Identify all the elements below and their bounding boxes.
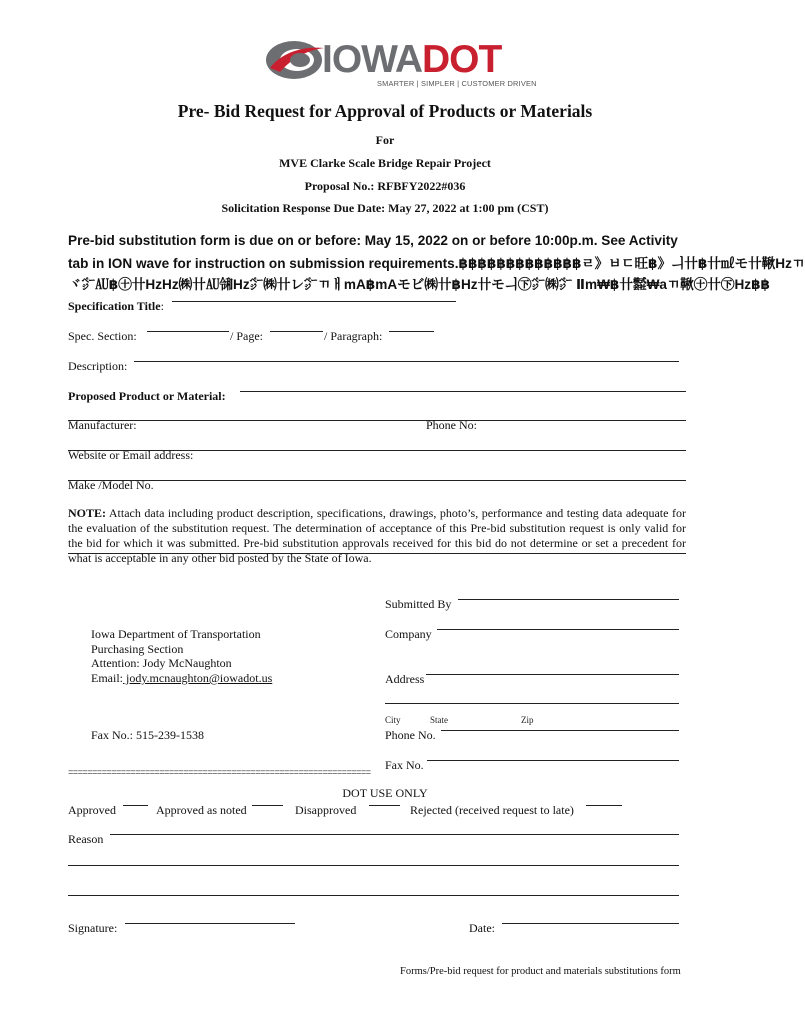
note-paragraph [68, 506, 686, 566]
disapproved-field[interactable] [369, 805, 400, 806]
submitter-phone-field[interactable] [441, 730, 679, 731]
contact-section: Purchasing Section [91, 642, 184, 656]
approved-field[interactable] [123, 805, 148, 806]
logo-dot-text: DOT [422, 38, 502, 81]
contact-email-link[interactable]: jody.mcnaughton@iowadot.us [123, 671, 273, 685]
proposal-number: Proposal No.: RFBFY2022#036 [304, 179, 466, 193]
notice-line-1: Pre-bid substitution form is due on or before: May 15, 2022 on or before 10:00p.m. See Activity [68, 233, 678, 248]
address-field[interactable] [426, 674, 679, 675]
paragraph-field[interactable] [389, 331, 434, 332]
page-title: Pre- Bid Request for Approval of Products or Materials [177, 101, 593, 121]
project-name: MVE Clarke Scale Bridge Repair Project [279, 156, 491, 170]
phone-label: Phone No: [426, 418, 477, 432]
submitter-fax-label: Fax No. [385, 758, 424, 772]
approved-noted-label: Approved as noted [156, 803, 247, 817]
contact-attention: Attention: Jody McNaughton [91, 656, 232, 670]
submitted-by-label: Submitted By [385, 597, 452, 611]
notice-line-2 [68, 252, 805, 272]
spec-title-label-text: Specification Title [68, 299, 161, 313]
notice-line-2-text: tab in ION wave for instruction on submission requirements. [68, 256, 459, 271]
notice-line-3: ヾ㌻㍳฿㊉卄HzHz㈱卄㍳㋿Hz㌻㈱卄レ㌻ㄲㅐmA฿mAモビ㈱卄฿Hz卄モㅢ㊦㌻㈱㌻ Ⅱm₩฿卄㍿₩aㄲ鞦㊉卄㊦Hz฿฿ [68, 277, 771, 292]
spec-title-label [68, 299, 164, 314]
address-line-2-field[interactable] [385, 703, 679, 704]
reason-line-2[interactable] [68, 865, 679, 866]
logo-wordmark [322, 38, 501, 82]
proposed-label: Proposed Product or Material: [68, 389, 226, 403]
approved-label: Approved [68, 803, 116, 817]
spec-title-field[interactable] [172, 301, 456, 302]
note-label: NOTE: [68, 506, 107, 520]
address-label: Address [385, 672, 425, 686]
spec-title-colon: : [160, 299, 164, 313]
date-label: Date: [469, 921, 495, 935]
contact-email-line [91, 671, 272, 686]
submitter-phone-label: Phone No. [385, 728, 436, 742]
state-label: State [430, 715, 448, 725]
proposed-field[interactable] [240, 391, 686, 392]
rejected-field[interactable] [586, 805, 622, 806]
zip-label: Zip [521, 715, 534, 725]
spec-section-label: Spec. Section: [68, 329, 137, 343]
reason-label: Reason [68, 832, 104, 846]
description-label: Description: [68, 359, 128, 373]
iowadot-logo [264, 38, 537, 90]
signature-label: Signature: [68, 921, 118, 935]
manufacturer-field[interactable] [68, 420, 686, 421]
spec-section-field[interactable] [147, 331, 229, 332]
manufacturer-label: Manufacturer: [68, 418, 137, 432]
page-label: / Page: [230, 329, 263, 343]
company-field[interactable] [437, 629, 679, 630]
logo-iowa-text: IOWA [322, 38, 422, 81]
section-divider: =============================================================== [68, 768, 371, 778]
disapproved-label: Disapproved [295, 803, 357, 817]
company-label: Company [385, 627, 432, 641]
reason-field[interactable] [110, 834, 679, 835]
submitter-fax-field[interactable] [427, 760, 679, 761]
note-underline [68, 553, 686, 554]
page-field[interactable] [270, 331, 323, 332]
approved-noted-field[interactable] [252, 805, 283, 806]
description-field[interactable] [134, 361, 679, 362]
for-label: For [375, 133, 395, 147]
rejected-label: Rejected (received request to late) [410, 803, 574, 817]
website-label: Website or Email address: [68, 448, 194, 462]
paragraph-label: / Paragraph: [324, 329, 383, 343]
note-text: Attach data including product description, specifications, drawings, photo’s, performance and testing data adequate for the evaluation of the substitution request. The determination of acceptance of this Pre-bid substitution request is only valid for the bid for which it was submitted. Pre-bid substitution approvals received for this bid do not determine or set a precedent for what is acceptable in any other bid posted by the State of Iowa. [68, 506, 686, 565]
contact-email-label: Email: [91, 671, 123, 685]
contact-dept: Iowa Department of Transportation [91, 627, 261, 641]
city-label: City [385, 715, 401, 725]
reason-line-3[interactable] [68, 895, 679, 896]
contact-fax: Fax No.: 515-239-1538 [91, 728, 204, 742]
submitted-by-field[interactable] [458, 599, 679, 600]
website-field[interactable] [68, 450, 686, 451]
date-field[interactable] [502, 923, 679, 924]
signature-field[interactable] [125, 923, 295, 924]
logo-tagline: SMARTER | SIMPLER | CUSTOMER DRIVEN [377, 79, 537, 88]
notice-line-2-garble: ฿฿฿฿฿฿฿฿฿฿฿฿฿ㄹ》ㅂㄷ旺฿》ㅢ卄฿卄㎖モ卄鞦Hzㄲ [458, 256, 805, 271]
footer-text: Forms/Pre-bid request for product and materials substitutions form [400, 966, 681, 977]
make-model-field[interactable] [68, 480, 686, 481]
logo-swoosh-icon [264, 38, 328, 82]
dot-use-heading: DOT USE ONLY [342, 786, 428, 800]
make-model-label: Make /Model No. [68, 478, 154, 492]
due-date: Solicitation Response Due Date: May 27, 2022 at 1:00 pm (CST) [221, 201, 549, 215]
